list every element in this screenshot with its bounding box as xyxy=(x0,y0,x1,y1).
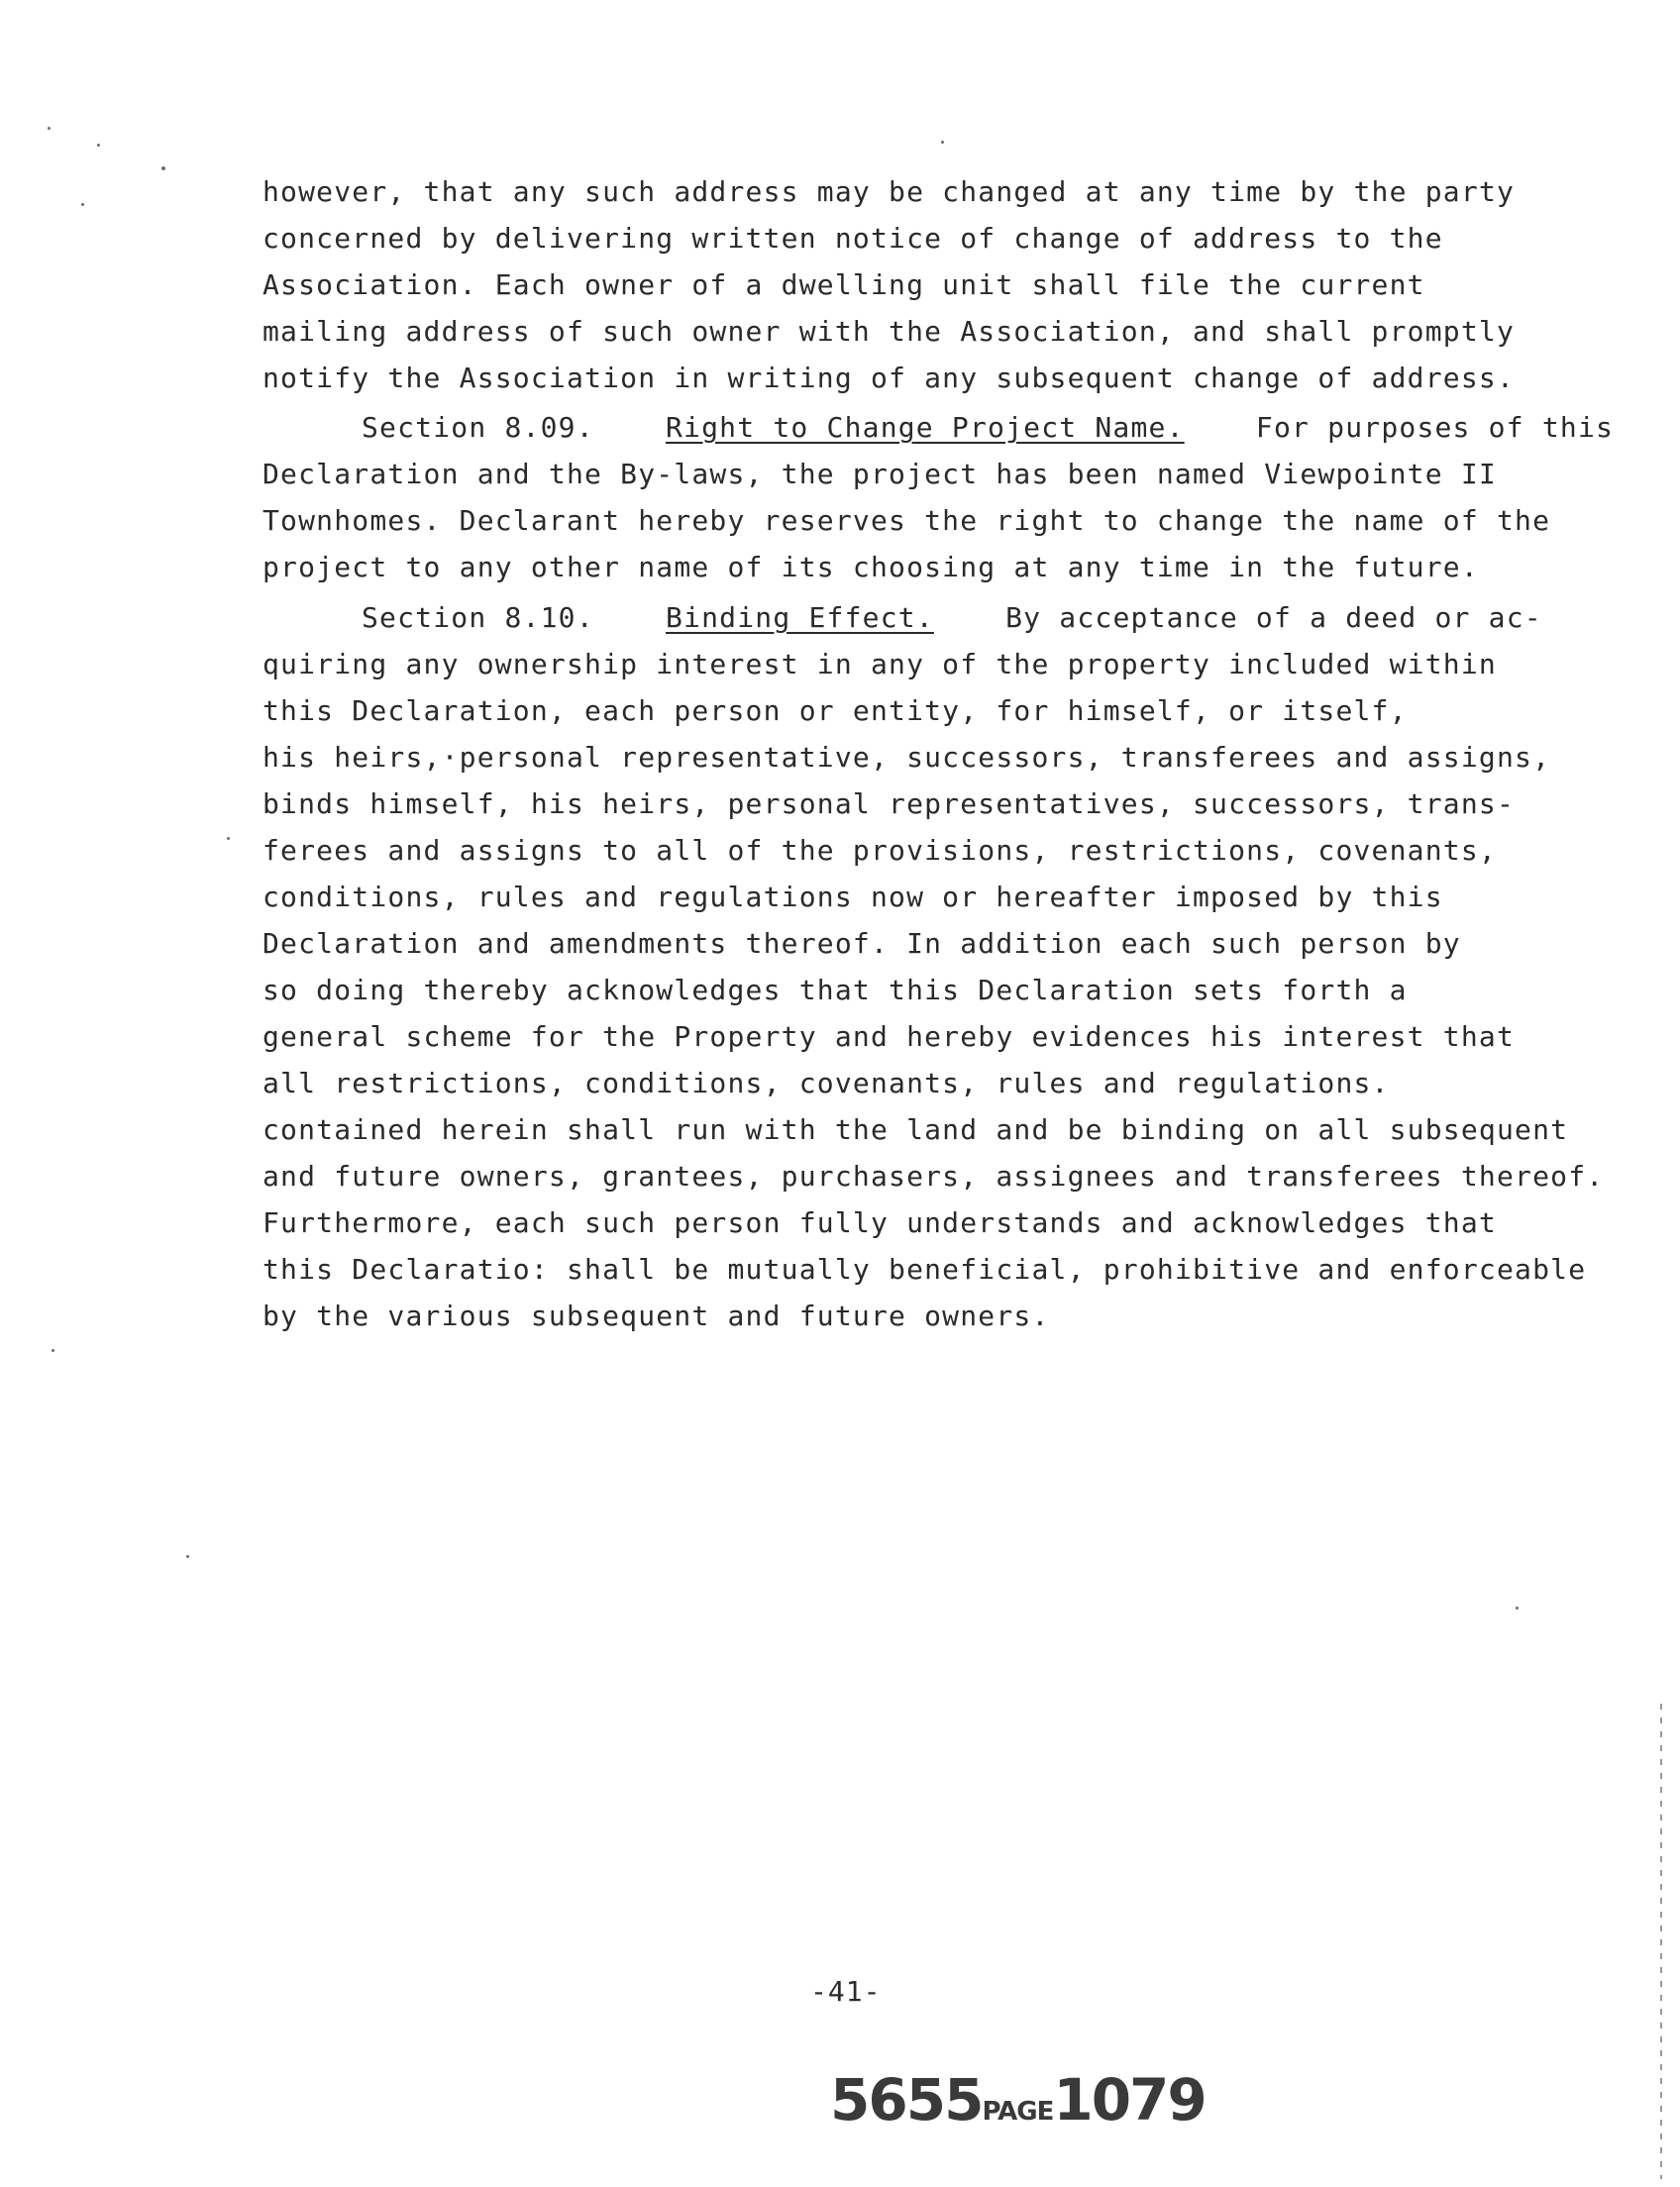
text-line: however, that any such address may be changed at any time by the party xyxy=(262,175,1516,208)
book-number: 5655 xyxy=(830,2066,983,2134)
text-line: Declaration and amendments thereof. In addition each such person by xyxy=(262,927,1461,960)
text-line: project to any other name of its choosing at any time in the future. xyxy=(262,551,1479,583)
text-line: Declaration and the By-laws, the project has been named Viewpointe II xyxy=(262,458,1497,490)
text-line: by the various subsequent and future owners. xyxy=(262,1300,1050,1332)
text-line: contained herein shall run with the land and be binding on all subsequent xyxy=(262,1113,1569,1146)
text-line: binds himself, his heirs, personal representatives, successors, trans- xyxy=(262,787,1516,820)
section-8-10-first-line xyxy=(362,600,1542,636)
text-line: quiring any ownership interest in any of the property included within xyxy=(262,648,1497,680)
text-line: Association. Each owner of a dwelling unit shall file the current xyxy=(262,268,1425,301)
section-heading: Right to Change Project Name. xyxy=(666,411,1185,444)
text-line: this Declaration, each person or entity, for himself, or itself, xyxy=(262,694,1408,727)
scan-speck xyxy=(186,1555,189,1558)
text-line: Furthermore, each such person fully understands and acknowledges that xyxy=(262,1206,1497,1239)
section-8-09-first-line xyxy=(362,410,1614,446)
scan-speck xyxy=(48,127,51,130)
scan-speck xyxy=(52,1349,54,1352)
text-line: general scheme for the Property and hereby evidences his interest that xyxy=(262,1020,1516,1053)
text-line: and future owners, grantees, purchasers, assignees and transferees thereof. xyxy=(262,1160,1605,1193)
page-number: -41- xyxy=(810,1975,882,2008)
scan-speck xyxy=(1516,1607,1519,1610)
text-line: concerned by delivering written notice of change of address to the xyxy=(262,222,1443,255)
text-line: this Declaratio: shall be mutually beneficial, prohibitive and enforceable xyxy=(262,1253,1587,1286)
page-label: PAGE xyxy=(982,2097,1054,2127)
text-line: so doing thereby acknowledges that this Declaration sets forth a xyxy=(262,974,1408,1006)
section-heading: Binding Effect. xyxy=(666,601,934,634)
text-line: ferees and assigns to all of the provisions, restrictions, covenants, xyxy=(262,834,1497,867)
text-line: his heirs,·personal representative, successors, transferees and assigns, xyxy=(262,741,1551,774)
text-fragment: For purposes of this xyxy=(1255,411,1615,444)
text-line: Townhomes. Declarant hereby reserves the right to change the name of the xyxy=(262,504,1551,537)
text-line: notify the Association in writing of any subsequent change of address. xyxy=(262,362,1516,394)
text-line: all restrictions, conditions, covenants, rules and regulations. xyxy=(262,1067,1390,1099)
scan-speck xyxy=(941,141,944,144)
book-page-stamp xyxy=(830,2066,1206,2134)
scan-speck xyxy=(97,144,100,147)
text-line: conditions, rules and regulations now or hereafter imposed by this xyxy=(262,881,1443,913)
section-number: Section 8.10. xyxy=(362,601,594,634)
page-reference: 1079 xyxy=(1053,2066,1206,2134)
scan-speck xyxy=(227,837,230,840)
text-line: mailing address of such owner with the Association, and shall promptly xyxy=(262,315,1516,348)
text-fragment: By acceptance of a deed or ac- xyxy=(1005,601,1542,634)
section-number: Section 8.09. xyxy=(362,411,594,444)
scan-edge-artifact xyxy=(1660,1704,1662,2179)
scan-speck xyxy=(81,203,84,206)
scan-speck xyxy=(161,166,165,170)
